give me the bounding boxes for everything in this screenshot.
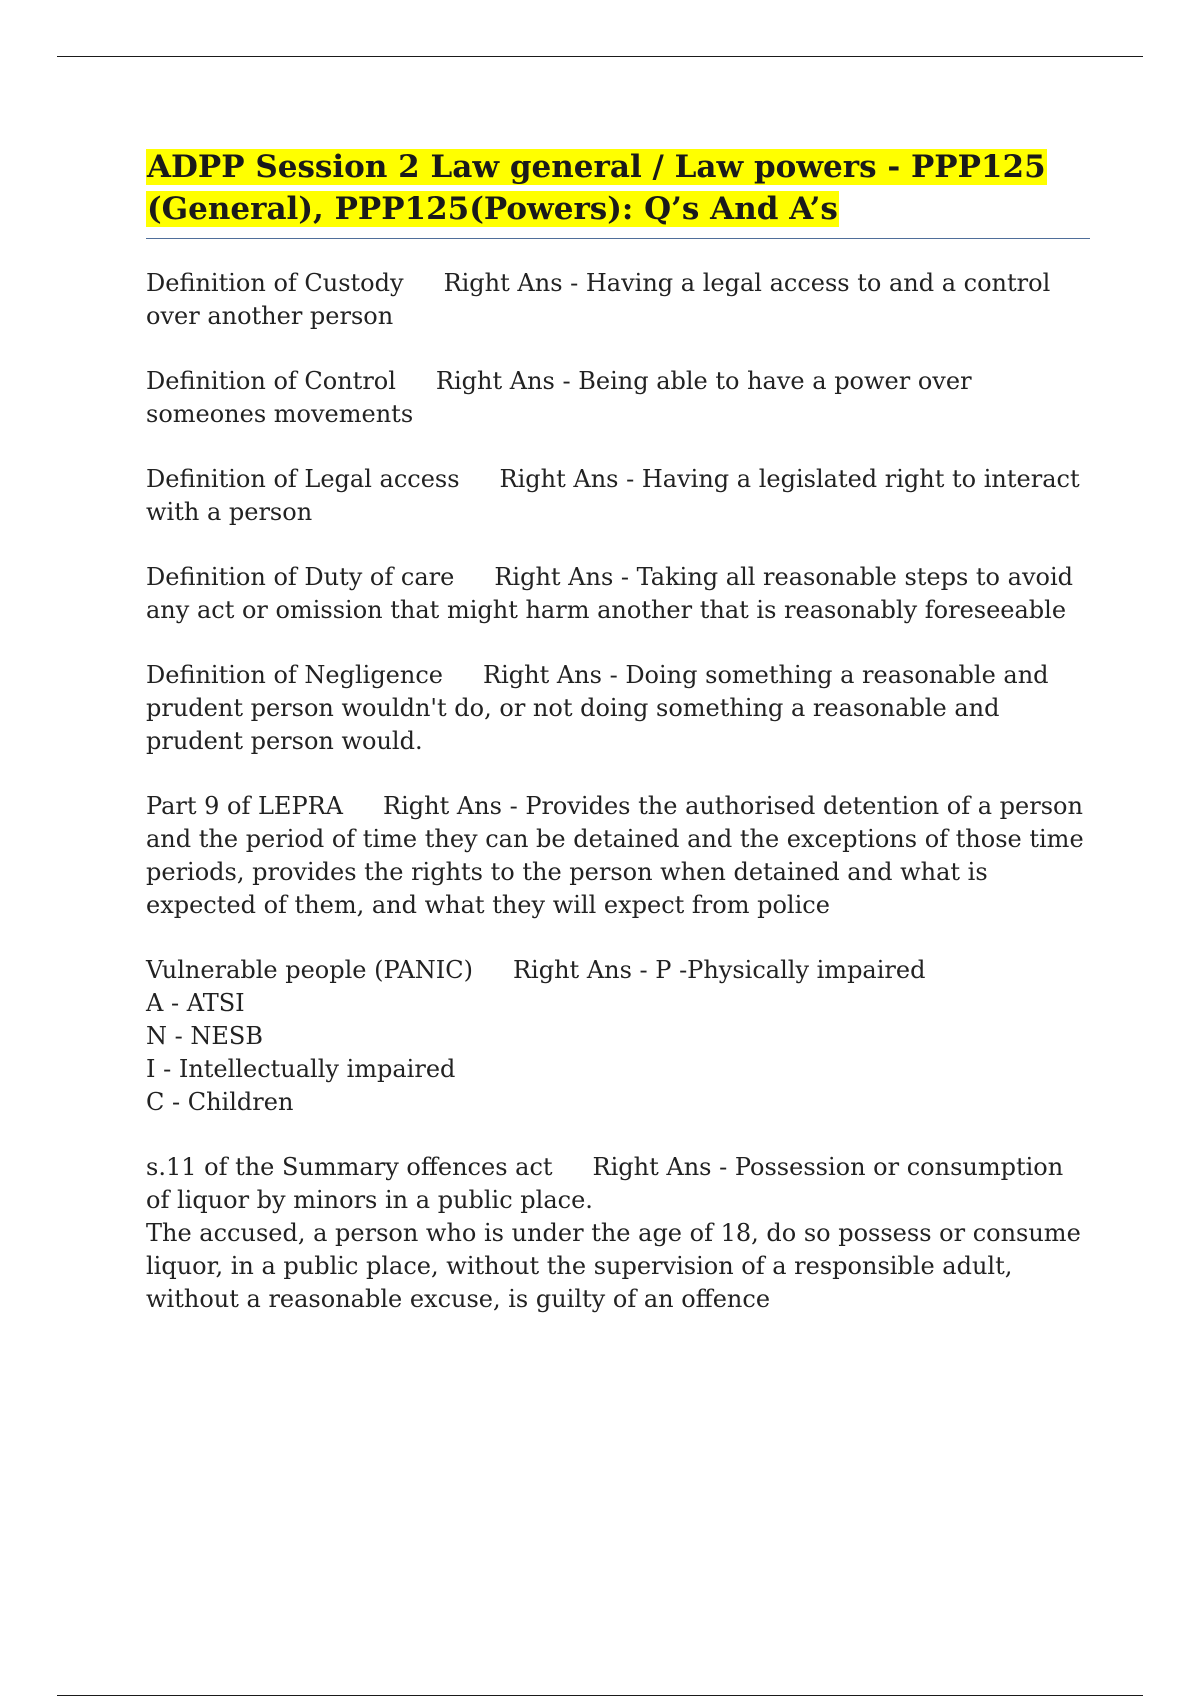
page-footer-rule <box>57 1695 1143 1696</box>
answer-line: The accused, a person who is under the age of 18, do so possess or consume liquor, in a public place, without the supervision of a responsible adult, without a reasonable excuse, is guilty of an offence <box>146 1219 1089 1313</box>
question-text: Definition of Custody <box>146 269 404 297</box>
question-text: Definition of Negligence <box>146 661 443 689</box>
question-text: Vulnerable people (PANIC) <box>146 956 473 984</box>
document-title-text: ADPP Session 2 Law general / Law powers - PPP125 (General), PPP125(Powers): Q’s And A’s <box>147 149 1046 227</box>
answer-text: Right Ans - Provides the authorised detention of a person and the period of time they can be detained and the exceptions of those time periods, provides the rights to the person when detained and what is expected of them, and what they will expect from police <box>146 792 1092 919</box>
question-text: Definition of Control <box>146 367 396 395</box>
title-block <box>146 146 1090 239</box>
answer-text: Right Ans - Being able to have a power over someones movements <box>146 367 980 428</box>
qa-item-negligence <box>146 659 1090 758</box>
answer-line: A - ATSI <box>146 989 245 1017</box>
answer-text: Right Ans - Having a legislated right to interact with a person <box>146 465 1088 526</box>
answer-line: N - NESB <box>146 1022 263 1050</box>
answer-text: Right Ans - Having a legal access to and a control over another person <box>146 269 1058 330</box>
answer-text: Right Ans - P -Physically impaired <box>512 956 926 984</box>
qa-item-part-9-lepra <box>146 790 1090 922</box>
question-text: Definition of Duty of care <box>146 563 455 591</box>
document-title <box>146 146 1090 230</box>
page-header-rule <box>57 56 1143 57</box>
document-body <box>146 146 1090 1348</box>
answer-text: Right Ans - Possession or consumption of liquor by minors in a public place. <box>146 1153 1071 1214</box>
question-text: Part 9 of LEPRA <box>146 792 343 820</box>
qa-item-legal-access <box>146 463 1090 529</box>
answer-text: Right Ans - Doing something a reasonable and prudent person wouldn't do, or not doing something a reasonable and prudent person would. <box>146 661 1057 755</box>
answer-line: C - Children <box>146 1088 294 1116</box>
qa-item-duty-of-care <box>146 561 1090 627</box>
answer-line: I - Intellectually impaired <box>146 1055 456 1083</box>
answer-text: Right Ans - Taking all reasonable steps to avoid any act or omission that might harm another that is reasonably foreseeable <box>146 563 1081 624</box>
qa-item-custody <box>146 267 1090 333</box>
qa-item-summary-offences-s11 <box>146 1151 1090 1316</box>
qa-item-vulnerable-people <box>146 954 1090 1119</box>
question-text: Definition of Legal access <box>146 465 460 493</box>
qa-item-control <box>146 365 1090 431</box>
question-text: s.11 of the Summary offences act <box>146 1153 553 1181</box>
